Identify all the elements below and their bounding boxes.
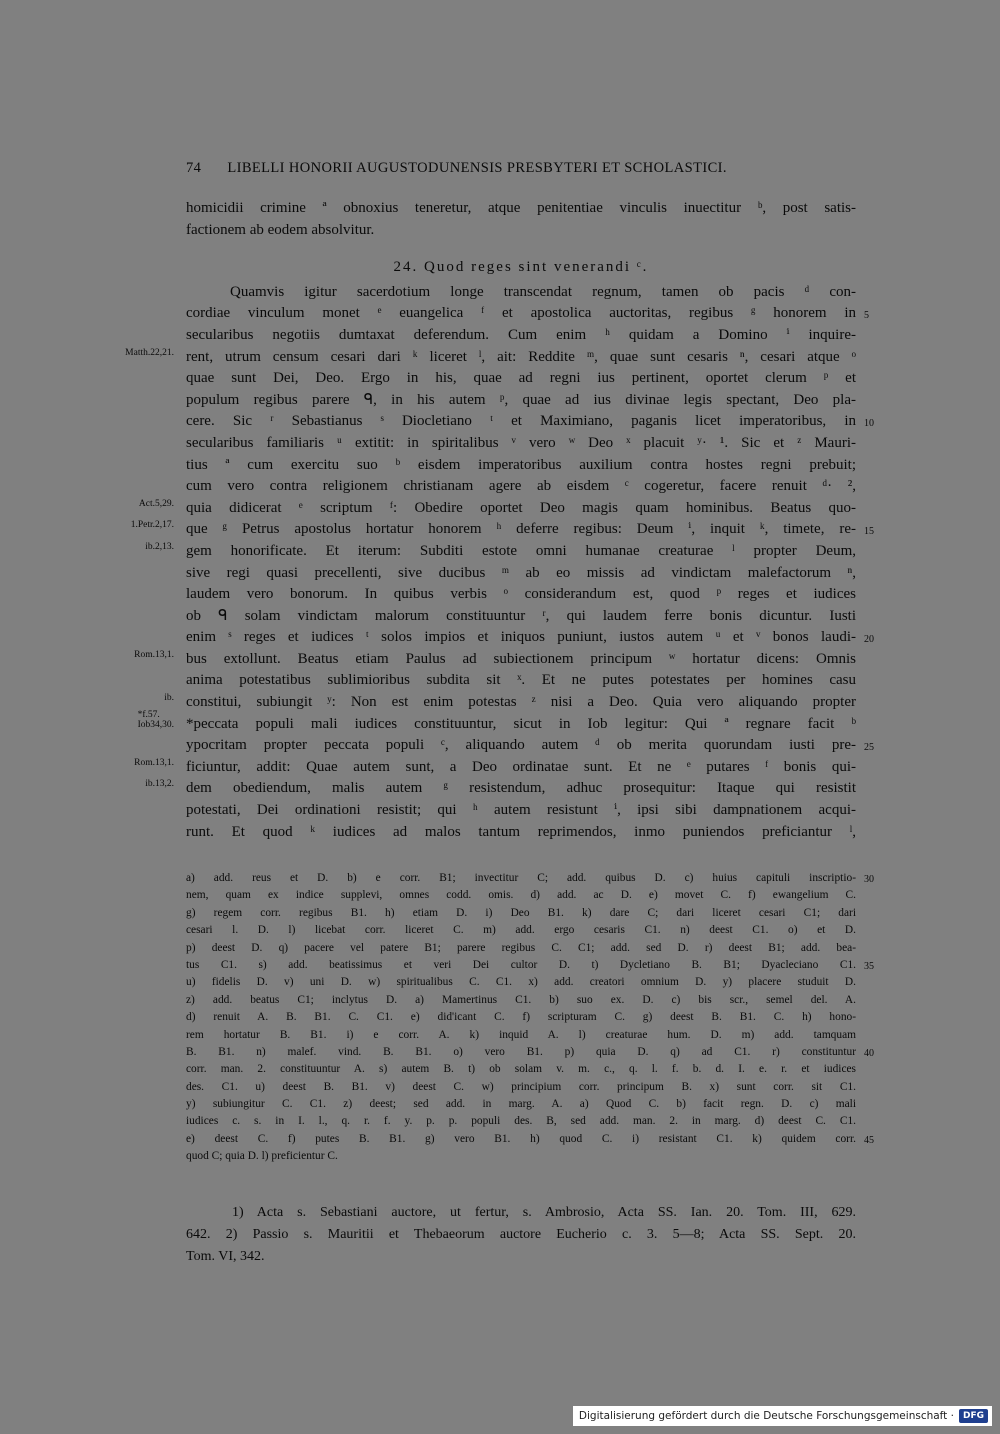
line-text: factionem ab eodem absolvitur. (186, 221, 375, 238)
line-text: dem obediendum, malis autem ᵍ resistendum, adhuc prosequitur: Itaque qui resistit (186, 780, 856, 797)
apparatus-line (186, 922, 856, 939)
margin-reference: Rom.13,1. (134, 649, 174, 660)
line-number: 35 (864, 960, 874, 972)
line-text: populum regibus parere ᑫ, in his autem ᵖ, quae ad ius divinae legis spectant, Deo pla- (186, 391, 856, 408)
apparatus-line (186, 870, 874, 887)
footnote-line (186, 1246, 856, 1268)
text-line (130, 519, 874, 541)
text-line (186, 282, 856, 304)
text-line (186, 198, 856, 220)
apparatus-text: tus C1. s) add. beatissimus et veri Dei cultor D. t) Dycletiano B. B1; Dyacleciano C1. (186, 958, 856, 971)
text-line (137, 709, 856, 736)
text-line (134, 649, 856, 671)
apparatus-line (186, 1027, 856, 1044)
apparatus-line (186, 1009, 856, 1026)
apparatus-text: B. B1. n) malef. vind. B. B1. o) vero B1. p) quia D. q) ad C1. r) constituntur (186, 1045, 856, 1058)
line-text: ob ᑫ solam vindictam malorum constituuntur ʳ, qui laudem ferre bonis dicuntur. Iusti (186, 607, 856, 624)
margin-reference: Matth.22,21. (125, 347, 174, 358)
apparatus-line (186, 905, 856, 922)
line-text: 24. Quod reges sint venerandi ᶜ. (393, 259, 649, 276)
line-text: laudem vero bonorum. In quibus verbis ᵒ considerandum est, quod ᵖ reges et iudices (186, 586, 856, 603)
text-line (145, 778, 856, 800)
footnotes (186, 1202, 856, 1268)
line-text: que ᵍ Petrus apostolus hortatur honorem ʰ deferre regibus: Deum ⁱ, inquit ᵏ, timete, re- (186, 521, 856, 538)
line-text: homicidii crimine ª obnoxius teneretur, atque penitentiae vinculis inuectitur ᵇ, post satis- (186, 200, 856, 216)
line-number: 25 (864, 742, 874, 754)
critical-apparatus (186, 870, 874, 1166)
apparatus-text: a) add. reus et D. b) e corr. B1; invectitur C; add. quibus D. c) huius capituli inscriptio- (186, 872, 856, 884)
margin-reference: ib.13,2. (145, 779, 174, 790)
text-line (186, 455, 856, 477)
text-line (134, 757, 856, 779)
line-number: 5 (864, 310, 869, 322)
apparatus-line (186, 940, 856, 957)
apparatus-line (186, 957, 874, 974)
line-text: potestati, Dei ordinationi resistit; qui ʰ autem resistunt ⁱ, ipsi sibi dampnationem acqui- (186, 802, 856, 819)
apparatus-line (186, 1131, 874, 1148)
apparatus-text: quod C; quia D. l) preficientur C. (186, 1150, 338, 1163)
line-text: secularibus familiaris ᵘ extitit: in spiritalibus ᵛ vero ʷ Deo ˣ placuit ʸ· ¹. Sic et ᶻ Mauri- (186, 434, 856, 451)
apparatus-text: z) add. beatus C1; inclytus D. a) Mamertinus C1. b) suo ex. D. c) bis scr., semel del. A. (186, 993, 856, 1006)
chapter-heading (186, 257, 856, 279)
apparatus-text: nem, quam ex indice supplevi, omnes codd. omis. d) add. ac D. e) movet C. f) ewangelium C. (186, 889, 856, 902)
text-line (138, 498, 856, 520)
line-number: 45 (864, 1134, 874, 1146)
apparatus-line (186, 1079, 856, 1096)
page-header (186, 160, 856, 177)
apparatus-line (186, 1113, 856, 1130)
apparatus-text: iudices c. s. in I. l., q. r. f. y. p. p. populi des. B, sed add. man. 2. in marg. d) deest C. C1. (186, 1115, 856, 1128)
footnote-text: 1) Acta s. Sebastiani auctore, ut fertur, s. Ambrosio, Acta SS. Ian. 20. Tom. III, 629. (232, 1205, 856, 1220)
line-text: secularibus negotiis dumtaxat deferendum. Cum enim ʰ quidam a Domino ⁱ inquire- (186, 326, 856, 343)
apparatus-line (186, 1061, 856, 1078)
line-text: tius ª cum exercitu suo ᵇ eisdem imperatoribus auxilium contra hostes regni prebuit; (186, 456, 856, 473)
footnote-text: Tom. VI, 342. (186, 1249, 265, 1264)
text-line (186, 411, 874, 433)
apparatus-line (186, 887, 856, 904)
apparatus-text: u) fidelis D. v) uni D. w) spiritualibus C. C1. x) add. creatori omnium D. y) placere studuit D. (186, 976, 856, 989)
text-line (186, 476, 856, 498)
text-line (186, 800, 856, 822)
apparatus-text: rem hortatur B. B1. i) e corr. A. k) inquid A. l) creaturae hum. D. m) add. tamquam (186, 1028, 856, 1041)
footnote-text: 642. 2) Passio s. Mauritii et Thebaeorum auctore Eucherio c. 3. 5—8; Acta SS. Sept. 20. (186, 1227, 856, 1242)
line-text: quia didicerat ᵉ scriptum ᶠ: Obedire oportet Deo magis quam hominibus. Beatus quo- (186, 499, 856, 516)
line-number: 30 (864, 874, 874, 885)
apparatus-text: y) subiungitur C. C1. z) deest; sed add. in marg. A. a) Quod C. b) facit regn. D. c) mali (186, 1098, 856, 1111)
apparatus-text: corr. man. 2. constituuntur A. s) autem B. t) ob solam v. m. c., q. l. f. b. d. I. e. r. et iudices (186, 1063, 856, 1076)
text-line (186, 390, 856, 412)
text-line (186, 822, 856, 844)
apparatus-text: g) regem corr. regibus B1. h) etiam D. i) Deo B1. k) dare C; dari liceret cesari C1; dari (186, 906, 856, 919)
line-text: quae sunt Dei, Deo. Ergo in his, quae ad regni ius pertinent, oportet clerum ᵖ et (186, 370, 856, 387)
margin-reference: ib. (164, 693, 174, 704)
text-line (186, 670, 856, 692)
text-line (164, 692, 856, 714)
apparatus-text: d) renuit A. B. B1. C. C1. e) did'icant C. f) scripturam C. g) deest B. B1. C. h) hono- (186, 1011, 856, 1024)
line-text: ficiuntur, addit: Quae autem sunt, a Deo ordinatae sunt. Et ne ᵉ putares ᶠ bonis qui- (186, 758, 856, 775)
line-text: rent, utrum censum cesari dari ᵏ liceret ˡ, ait: Reddite ᵐ, quae sunt cesaris ⁿ, cesari atque ᵒ (186, 348, 856, 365)
text-line (186, 433, 856, 455)
text-line (186, 627, 874, 649)
footnote-line (186, 1224, 856, 1246)
line-text: cum vero contra religionem christianam agere ab eisdem ᶜ cogeretur, facere renuit ᵈ· ², (186, 478, 856, 495)
apparatus-line (186, 1044, 874, 1061)
apparatus-line (186, 1148, 856, 1165)
apparatus-line (186, 974, 856, 991)
margin-reference: Act.5,29. (138, 498, 174, 509)
line-number: 40 (864, 1047, 874, 1059)
line-text: cordiae vinculum monet ᵉ euangelica ᶠ et apostolica auctoritas, regibus ᵍ honorem in (186, 305, 856, 322)
text-line (186, 735, 874, 757)
text-line (186, 606, 856, 628)
text-line (145, 541, 856, 563)
line-text: sive regi quasi precellenti, sive ducibus ᵐ ab eo missis ad vindictam malefactorum ⁿ, (186, 564, 856, 581)
margin-reference: *f.57. Iob34,30. (137, 709, 174, 730)
line-text: bus extollunt. Beatus etiam Paulus ad subiectionem principum ʷ hortatur dicens: Omnis (186, 650, 856, 667)
footnote-line (186, 1202, 856, 1224)
line-number: 15 (864, 526, 874, 538)
line-text: anima potestatibus sublimioribus subdita sit ˣ. Et ne putes potestates per homines casu (186, 672, 856, 689)
text-line (186, 325, 856, 347)
line-number: 10 (864, 418, 874, 430)
apparatus-text: e) deest C. f) putes B. B1. g) vero B1. h) quod C. i) resistant C1. k) quidem corr. (186, 1132, 856, 1145)
main-text (125, 198, 874, 843)
running-title: LIBELLI HONORII AUGUSTODUNENSIS PRESBYTERI ET SCHOLASTICI. (227, 160, 727, 176)
line-text: enim ˢ reges et iudices ᵗ solos impios et iniquos puniunt, iustos autem ᵘ et ᵛ bonos laudi- (186, 629, 856, 646)
text-line (186, 584, 856, 606)
dfg-logo: DFG (959, 1409, 988, 1423)
apparatus-line (186, 992, 856, 1009)
line-text: gem honorificate. Et iterum: Subditi estote omni humanae creaturae ˡ propter Deum, (186, 542, 856, 559)
line-text: cere. Sic ʳ Sebastianus ˢ Diocletiano ᵗ et Maximiano, paganis licet imperatoribus, in (186, 413, 856, 430)
page-number: 74 (186, 160, 202, 176)
margin-reference: ib.2,13. (145, 541, 174, 552)
margin-reference: 1.Petr.2,17. (130, 520, 174, 531)
line-text: runt. Et quod ᵏ iudices ad malos tantum reprimendos, inmo puniendos preficiantur ˡ, (186, 823, 856, 840)
apparatus-text: cesari l. D. l) licebat corr. liceret C. m) add. ergo cesaris C1. n) deest C1. o) et D. (186, 924, 856, 937)
text-line (186, 368, 856, 390)
line-text: Quamvis igitur sacerdotium longe transcendat regnum, tamen ob pacis ᵈ con- (230, 283, 856, 300)
text-line (186, 220, 856, 242)
text-line (186, 303, 869, 325)
text-line (125, 347, 856, 369)
line-text: ypocritam propter peccata populi ᶜ, aliquando autem ᵈ ob merita quorundam iusti pre- (186, 737, 856, 754)
line-number: 20 (864, 634, 874, 646)
apparatus-line (186, 1096, 856, 1113)
margin-reference: Rom.13,1. (134, 757, 174, 768)
apparatus-text: des. C1. u) deest B. B1. v) deest C. w) principium corr. principum B. x) sunt corr. sit C1. (186, 1080, 856, 1093)
credit-text: Digitalisierung gefördert durch die Deutsche Forschungsgemeinschaft · (578, 1410, 954, 1422)
line-text: *peccata populi mali iudices constituuntur, sicut in Iob legitur: Qui ª regnare facit ᵇ (186, 715, 856, 732)
text-line (186, 563, 856, 585)
apparatus-text: p) deest D. q) pacere vel patere B1; parere regibus C. C1; add. sed D. r) deest B1; add. bea- (186, 941, 856, 954)
line-text: constitui, subiungit ʸ: Non est enim potestas ᶻ nisi a Deo. Quia vero aliquando propter (186, 694, 856, 711)
digitization-credit[interactable] (573, 1406, 992, 1426)
